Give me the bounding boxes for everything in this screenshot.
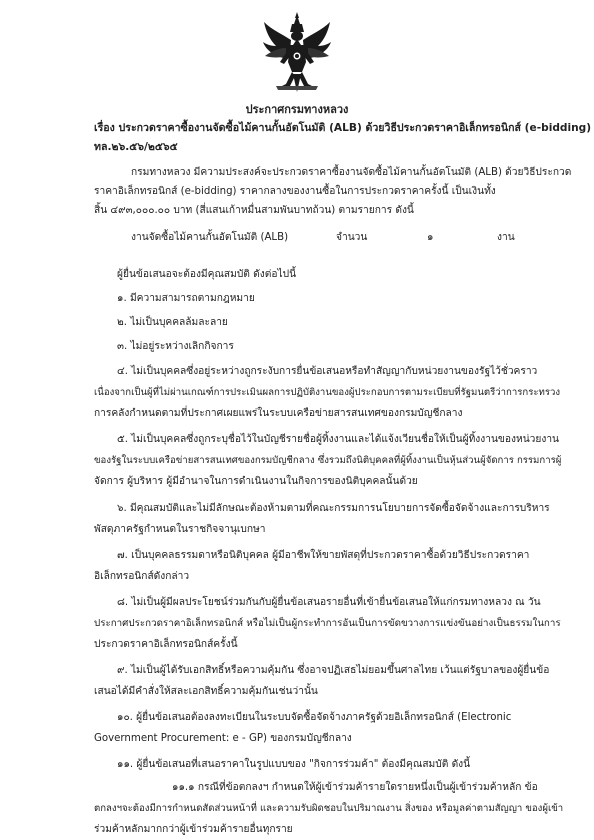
qualification-5-line-1: ๕. ไม่เป็นบุคคลซึ่งถูกระบุชื่อไว้ในบัญชีรายชื่อผู้ทิ้งงานและได้แจ้งเวียนชื่อให้เป็นผู้ทิ้งงานของหน่วยงาน (117, 434, 560, 445)
qualification-10-line-1: ๑๐. ผู้ยื่นข้อเสนอต้องลงทะเบียนในระบบจัดซื้อจัดจ้างภาครัฐด้วยอิเล็กทรอนิกส์ (Electronic (117, 712, 512, 723)
qualification-11-1-line-2: ตกลงฯจะต้องมีการกำหนดสัดส่วนหน้าที่ และความรับผิดชอบในปริมาณงาน สิ่งของ หรือมูลค่าตามสัญญา ของผู้เข้า (94, 803, 564, 814)
qualification-5-line-2: ของรัฐในระบบเครือข่ายสารสนเทศของกรมบัญชีกลาง ซึ่งรวมถึงนิติบุคคลที่ผู้ทิ้งงานเป็นหุ้นส่วนผู้จัดการ กรรมการผู้ (94, 455, 562, 466)
qualification-4-line-3: การคลังกำหนดตามที่ประกาศเผยแพร่ในระบบเครือข่ายสารสนเทศของกรมบัญชีกลาง (94, 408, 463, 419)
qualification-7-line-2: อิเล็กทรอนิกส์ดังกล่าว (94, 571, 190, 582)
item-qty-label: จำนวน (336, 232, 368, 243)
qualification-11-1-line-3: ร่วมค้าหลักมากกว่าผู้เข้าร่วมค้ารายอื่นทุกราย (94, 824, 293, 835)
qualification-3: ๓. ไม่อยู่ระหว่างเลิกกิจการ (117, 341, 234, 352)
item-name: งานจัดซื้อไม้คานกั้นอัตโนมัติ (ALB) (131, 232, 289, 243)
subject-line: เรื่อง ประกวดราคาซื้องานจัดซื้อไม้คานกั้นอัตโนมัติ (ALB) ด้วยวิธีประกวดราคาอิเล็กทรอนิกส์ (e-bidding) (94, 122, 592, 134)
agency-title: ประกาศกรมทางหลวง (245, 103, 349, 116)
qualification-8-line-2: ประกาศประกวดราคาอิเล็กทรอนิกส์ หรือไม่เป็นผู้กระทำการอันเป็นการขัดขวางการแข่งขันอย่างเป็นธรรมในการ (94, 618, 561, 629)
qualification-7-line-1: ๗. เป็นบุคคลธรรมดาหรือนิติบุคคล ผู้มีอาชีพให้ขายพัสดุที่ประกวดราคาซื้อด้วยวิธีประกวดราคา (117, 550, 530, 561)
qualification-6-line-1: ๖. มีคุณสมบัติและไม่มีลักษณะต้องห้ามตามที่คณะกรรมการนโยบายการจัดซื้อจัดจ้างและการบริหาร (117, 503, 550, 514)
intro-line-1: กรมทางหลวง มีความประสงค์จะประกวดราคาซื้องานจัดซื้อไม้คานกั้นอัตโนมัติ (ALB) ด้วยวิธีประกวด (131, 167, 572, 178)
reference-number: ทล.๒๖.๕๖/๒๕๖๕ (94, 141, 178, 153)
qualification-6-line-2: พัสดุภาครัฐกำหนดในราชกิจจานุเบกษา (94, 524, 266, 535)
qualifications-heading: ผู้ยื่นข้อเสนอจะต้องมีคุณสมบัติ ดังต่อไปนี้ (117, 269, 297, 280)
qualification-9-line-2: เสนอได้มีคำสั่งให้สละเอกสิทธิ์ความคุ้มกันเช่นว่านั้น (94, 686, 318, 697)
qualification-1: ๑. มีความสามารถตามกฎหมาย (117, 293, 255, 304)
qualification-4-line-1: ๔. ไม่เป็นบุคคลซึ่งอยู่ระหว่างถูกระงับการยื่นข้อเสนอหรือทำสัญญากับหน่วยงานของรัฐไว้ชั่วคราว (117, 366, 538, 377)
qualification-8-line-1: ๘. ไม่เป็นผู้มีผลประโยชน์ร่วมกันกับผู้ยื่นข้อเสนอรายอื่นที่เข้ายื่นข้อเสนอให้แก่กรมทางหลวง ณ วัน (117, 597, 541, 608)
qualification-11: ๑๑. ผู้ยื่นข้อเสนอที่เสนอราคาในรูปแบบของ "กิจการร่วมค้า" ต้องมีคุณสมบัติ ดังนี้ (117, 759, 471, 770)
qualification-4-line-2: เนื่องจากเป็นผู้ที่ไม่ผ่านเกณฑ์การประเมินผลการปฏิบัติงานของผู้ประกอบการตามระเบียบที่รัฐมนตรีว่าการกระทรวง (94, 387, 561, 398)
intro-line-2: ราคาอิเล็กทรอนิกส์ (e-bidding) ราคากลางของงานซื้อในการประกวดราคาครั้งนี้ เป็นเงินทั้ง (94, 186, 496, 197)
qualification-5-line-3: จัดการ ผู้บริหาร ผู้มีอำนาจในการดำเนินงานในกิจการของนิติบุคคลนั้นด้วย (94, 476, 418, 487)
qualification-11-1-line-1: ๑๑.๑ กรณีที่ข้อตกลงฯ กำหนดให้ผู้เข้าร่วมค้ารายใดรายหนึ่งเป็นผู้เข้าร่วมค้าหลัก ข้อ (172, 782, 538, 793)
qualification-8-line-3: ประกวดราคาอิเล็กทรอนิกส์ครั้งนี้ (94, 639, 238, 650)
garuda-emblem-icon (262, 12, 332, 94)
intro-line-3: สิ้น ๔๙๓,๐๐๐.๐๐ บาท (สี่แสนเก้าหมื่นสามพันบาทถ้วน) ตามรายการ ดังนี้ (94, 205, 414, 216)
item-qty: ๑ (427, 232, 434, 243)
qualification-9-line-1: ๙. ไม่เป็นผู้ได้รับเอกสิทธิ์หรือความคุ้มกัน ซึ่งอาจปฏิเสธไม่ยอมขึ้นศาลไทย เว้นแต่รัฐบาลของผู้ยื่นข้อ (117, 665, 550, 676)
qualification-10-line-2: Government Procurement: e - GP) ของกรมบัญชีกลาง (94, 733, 352, 744)
qualification-2: ๒. ไม่เป็นบุคคลล้มละลาย (117, 317, 228, 328)
item-unit: งาน (497, 232, 515, 243)
